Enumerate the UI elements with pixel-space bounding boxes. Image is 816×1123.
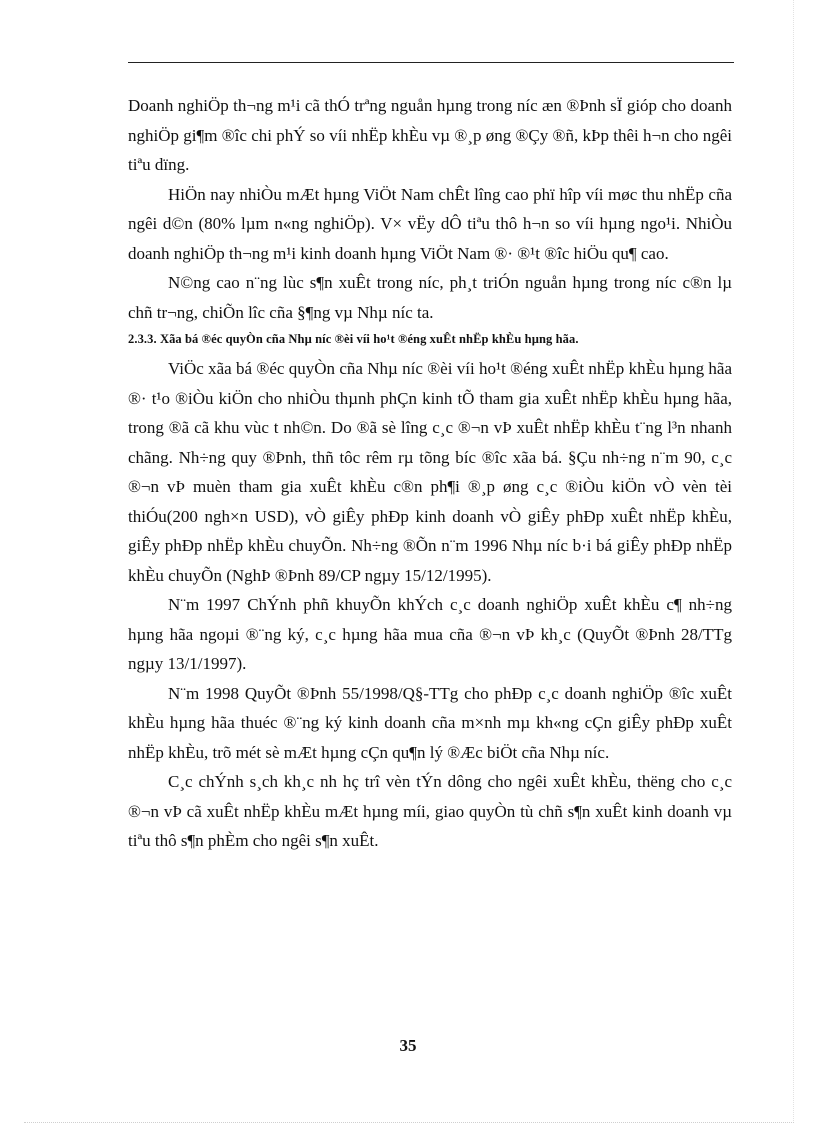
section-heading: 2.3.3. Xãa bá ®éc quyÒn cña Nhµ níc ®èi víi ho¹t ®éng xuÊt nhËp khÈu hµng hãa. <box>128 332 579 346</box>
paragraph: N¨m 1998 QuyÕt ®Þnh 55/1998/Q§-TTg cho phÐp c¸c doanh nghiÖp ®îc xuÊt khÈu hµng hãa thuéc ®¨ng ký kinh doanh cña m×nh mµ kh«ng cÇn giÊy phÐp xuÊt nhËp khÈu, trõ mét sè mÆt hµng cÇn qu¶n lý ®Æc biÖt cña Nhµ níc. <box>128 683 732 762</box>
paragraph: ViÖc xãa bá ®éc quyÒn cña Nhµ níc ®èi víi ho¹t ®éng xuÊt nhËp khÈu hµng hãa ®· t¹o ®iÒu kiÖn cho nhiÒu thµnh phÇn kinh tÕ tham gia xuÊt nhËp khÈu hµng hãa, trong ®ã cã khu vùc t nh©n. Do ®ã sè lîng c¸c ®¬n vÞ xuÊt nhËp khÈu t¨ng l³n nhanh chãng. Nh÷ng quy ®Þnh, thñ tôc rêm rµ tõng bíc ®îc xãa bá. §Çu nh÷ng n¨m 90, c¸c ®¬n vÞ muèn tham gia xuÊt khÈu c®n ph¶i ®¸p øng c¸c ®iÒu kiÖn vÒ vèn tèi thiÓu(200 ngh×n USD), vÒ giÊy phÐp kinh doanh vÒ giÊy phÐp xuÊt nhËp khÈu, giÊy phÐp nhËp khÈu chuyÕn. Nh÷ng ®Õn n¨m 1996 Nhµ níc b·i bá giÊy phÐp nhËp khÈu chuyÕn (NghÞ ®Þnh 89/CP ngµy 15/12/1995). <box>128 359 732 585</box>
paragraph: N©ng cao n¨ng lùc s¶n xuÊt trong níc, ph¸t triÓn nguån hµng trong níc c®n lµ chñ tr¬ng, chiÕn lîc cña §¶ng vµ Nhµ níc ta. <box>128 273 732 322</box>
paragraph: Doanh nghiÖp th¬ng m¹i cã thÓ trªng nguån hµng trong níc æn ®Þnh sÏ gióp cho doanh nghiÖp gi¶m ®îc chi phÝ so víi nhËp khÈu vµ ®¸p øng ®Çy ®ñ, kÞp thêi h¬n cho ngêi tiªu dïng. <box>128 96 732 174</box>
page-number: 35 <box>399 1036 417 1055</box>
body-text <box>128 91 732 856</box>
paragraph: C¸c chÝnh s¸ch kh¸c nh hç trî vèn tÝn dông cho ngêi xuÊt khÈu, thëng cho c¸c ®¬n vÞ cã xuÊt nhËp khÈu mÆt hµng míi, giao quyÒn tù chñ s¶n xuÊt kinh doanh vµ tiªu thô s¶n phÈm cho ngêi s¶n xuÊt. <box>128 772 732 850</box>
header-rule <box>128 62 734 63</box>
paragraph: N¨m 1997 ChÝnh phñ khuyÕn khÝch c¸c doanh nghiÖp xuÊt khÈu c¶ nh÷ng hµng hãa ngoµi ®¨ng ký, c¸c hµng hãa mua cña ®¬n vÞ kh¸c (QuyÕt ®Þnh 28/TTg ngµy 13/1/1997). <box>128 595 732 673</box>
page-edge-divider <box>793 0 794 1123</box>
paragraph: HiÖn nay nhiÒu mÆt hµng ViÖt Nam chÊt lîng cao phï hîp víi møc thu nhËp cña ngêi d©n (80% lµm n«ng nghiÖp). V× vËy dÔ tiªu thô h¬n so víi hµng ngo¹i. NhiÒu doanh nghiÖp th¬ng m¹i kinh doanh hµng ViÖt Nam ®· ®¹t ®îc hiÖu qu¶ cao. <box>128 184 732 263</box>
